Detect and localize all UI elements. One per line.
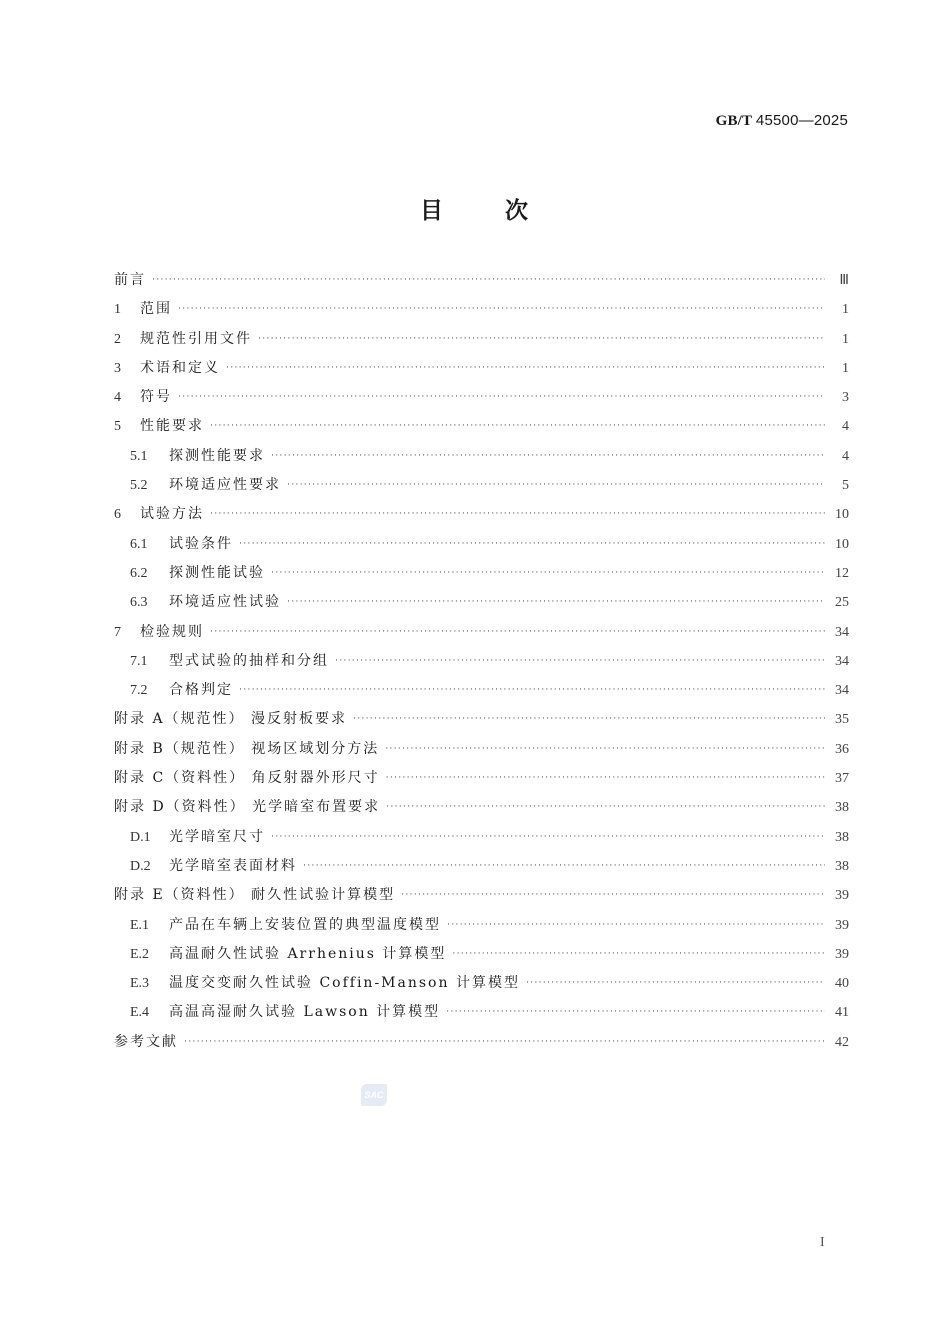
toc-page: 10	[835, 536, 849, 552]
toc-entry-2[interactable]	[114, 328, 849, 357]
toc-page: 39	[835, 917, 849, 933]
leader-dots	[210, 508, 825, 518]
toc-entry-appendix-e[interactable]	[114, 884, 849, 913]
toc-label: 前言	[114, 272, 146, 288]
title-char-1: 目	[420, 198, 445, 224]
toc-number: 7.2	[130, 683, 148, 699]
leader-dots	[386, 772, 825, 782]
toc-number: 6	[114, 507, 121, 523]
toc-page: 25	[835, 595, 849, 611]
toc-page: 34	[835, 653, 849, 669]
standard-number: 45500—2025	[755, 112, 848, 129]
toc-entry-1[interactable]	[114, 298, 849, 327]
toc-label: 探测性能要求	[169, 447, 265, 464]
toc-page: 39	[835, 888, 849, 904]
leader-dots	[446, 1006, 825, 1016]
toc-entry-5-1[interactable]	[114, 445, 849, 474]
toc-label: 附录 B（规范性） 视场区域划分方法	[114, 740, 380, 757]
toc-number: 7	[114, 624, 121, 640]
toc-entry-5[interactable]	[114, 415, 849, 444]
toc-page: 12	[835, 565, 849, 581]
toc-label: 试验方法	[140, 506, 204, 523]
toc-page: 42	[835, 1034, 849, 1050]
toc-number: D.2	[130, 858, 151, 874]
leader-dots	[271, 450, 825, 460]
leader-dots	[226, 362, 825, 372]
toc-number: 6.1	[130, 536, 148, 552]
toc-number: E.1	[130, 917, 150, 933]
leader-dots	[353, 713, 825, 723]
leader-dots	[271, 567, 825, 577]
toc-entry-7-2[interactable]	[114, 679, 849, 708]
table-of-contents	[114, 269, 849, 1060]
toc-entry-foreword[interactable]	[114, 269, 849, 298]
leader-dots	[452, 948, 825, 958]
toc-label: 附录 A（规范性） 漫反射板要求	[114, 711, 348, 728]
leader-dots	[271, 831, 825, 841]
toc-label: 性能要求	[140, 418, 204, 435]
toc-page: 10	[835, 507, 849, 523]
toc-number: 5.1	[130, 448, 148, 464]
standard-prefix: GB/T	[715, 113, 752, 129]
leader-dots	[526, 977, 825, 987]
toc-number: 5	[114, 419, 121, 435]
toc-number: 6.3	[130, 595, 148, 611]
toc-entry-appendix-a[interactable]	[114, 708, 849, 737]
toc-entry-d-1[interactable]	[114, 826, 849, 855]
toc-label: 附录 E（资料性） 耐久性试验计算模型	[114, 887, 396, 904]
toc-page: Ⅲ	[839, 273, 849, 288]
toc-label: 规范性引用文件	[140, 330, 252, 347]
page-title	[0, 192, 950, 225]
toc-page: 41	[835, 1005, 849, 1021]
toc-page: 1	[842, 331, 849, 347]
toc-label: 试验条件	[169, 535, 233, 552]
toc-page: 34	[835, 624, 849, 640]
toc-label: 高温耐久性试验 Arrhenius 计算模型	[169, 945, 447, 962]
toc-entry-e-1[interactable]	[114, 914, 849, 943]
toc-page: 38	[835, 858, 849, 874]
toc-label: 符号	[140, 389, 172, 406]
toc-page: 40	[835, 976, 849, 992]
toc-entry-appendix-d[interactable]	[114, 796, 849, 825]
leader-dots	[178, 303, 825, 313]
leader-dots	[210, 420, 825, 430]
toc-number: 1	[114, 302, 121, 318]
toc-label: 探测性能试验	[169, 564, 265, 581]
toc-label: 附录 C（资料性） 角反射器外形尺寸	[114, 770, 380, 787]
toc-page: 37	[835, 771, 849, 787]
toc-number: 4	[114, 390, 121, 406]
standard-id	[716, 112, 848, 130]
sac-logo-icon: SAC	[361, 1084, 387, 1106]
toc-entry-appendix-c[interactable]	[114, 767, 849, 796]
toc-label: 型式试验的抽样和分组	[169, 652, 329, 669]
leader-dots	[303, 860, 825, 870]
toc-number: 2	[114, 331, 121, 347]
toc-entry-e-4[interactable]	[114, 1001, 849, 1030]
leader-dots	[386, 801, 825, 811]
toc-number: 6.2	[130, 565, 148, 581]
page-number: I	[820, 1235, 825, 1250]
toc-page: 34	[835, 683, 849, 699]
toc-label: 术语和定义	[140, 359, 220, 376]
toc-entry-7-1[interactable]	[114, 650, 849, 679]
leader-dots	[210, 626, 825, 636]
toc-entry-5-2[interactable]	[114, 474, 849, 503]
leader-dots	[385, 743, 825, 753]
toc-page: 36	[835, 741, 849, 757]
toc-label: 附录 D（资料性） 光学暗室布置要求	[114, 799, 381, 816]
toc-entry-6-1[interactable]	[114, 533, 849, 562]
leader-dots	[287, 479, 825, 489]
toc-entry-bibliography[interactable]	[114, 1031, 849, 1060]
toc-page: 4	[842, 448, 849, 464]
toc-entry-6-3[interactable]	[114, 591, 849, 620]
toc-entry-d-2[interactable]	[114, 855, 849, 884]
leader-dots	[152, 274, 825, 284]
toc-page: 1	[842, 302, 849, 318]
toc-number: E.4	[130, 1005, 150, 1021]
toc-page: 35	[835, 712, 849, 728]
toc-page: 38	[835, 800, 849, 816]
toc-label: 参考文献	[114, 1033, 178, 1050]
leader-dots	[258, 333, 825, 343]
leader-dots	[447, 919, 825, 929]
toc-label: 高温高湿耐久试验 Lawson 计算模型	[169, 1004, 441, 1021]
toc-label: 温度交变耐久性试验 Coffin-Manson 计算模型	[169, 975, 520, 992]
leader-dots	[335, 655, 825, 665]
toc-page: 38	[835, 829, 849, 845]
toc-number: 5.2	[130, 478, 148, 494]
leader-dots	[239, 538, 825, 548]
toc-label: 检验规则	[140, 623, 204, 640]
toc-page: 3	[842, 390, 849, 406]
toc-label: 环境适应性试验	[169, 594, 281, 611]
toc-label: 合格判定	[169, 682, 233, 699]
toc-label: 产品在车辆上安装位置的典型温度模型	[169, 916, 441, 933]
toc-page: 5	[842, 478, 849, 494]
toc-number: 3	[114, 360, 121, 376]
toc-entry-6[interactable]	[114, 503, 849, 532]
toc-label: 光学暗室尺寸	[169, 828, 265, 845]
toc-label: 范围	[140, 301, 172, 318]
toc-page: 4	[842, 419, 849, 435]
leader-dots	[184, 1036, 825, 1046]
toc-entry-7[interactable]	[114, 621, 849, 650]
leader-dots	[287, 596, 825, 606]
toc-entry-6-2[interactable]	[114, 562, 849, 591]
toc-entry-appendix-b[interactable]	[114, 738, 849, 767]
toc-number: 7.1	[130, 653, 148, 669]
toc-entry-3[interactable]	[114, 357, 849, 386]
leader-dots	[239, 684, 825, 694]
toc-label: 光学暗室表面材料	[169, 857, 297, 874]
toc-entry-e-3[interactable]	[114, 972, 849, 1001]
toc-number: E.3	[130, 976, 150, 992]
leader-dots	[178, 391, 825, 401]
toc-entry-4[interactable]	[114, 386, 849, 415]
toc-label: 环境适应性要求	[169, 477, 281, 494]
leader-dots	[401, 889, 825, 899]
toc-number: D.1	[130, 829, 151, 845]
toc-entry-e-2[interactable]	[114, 943, 849, 972]
title-char-2: 次	[505, 198, 530, 224]
toc-page: 1	[842, 360, 849, 376]
toc-page: 39	[835, 946, 849, 962]
toc-number: E.2	[130, 946, 150, 962]
